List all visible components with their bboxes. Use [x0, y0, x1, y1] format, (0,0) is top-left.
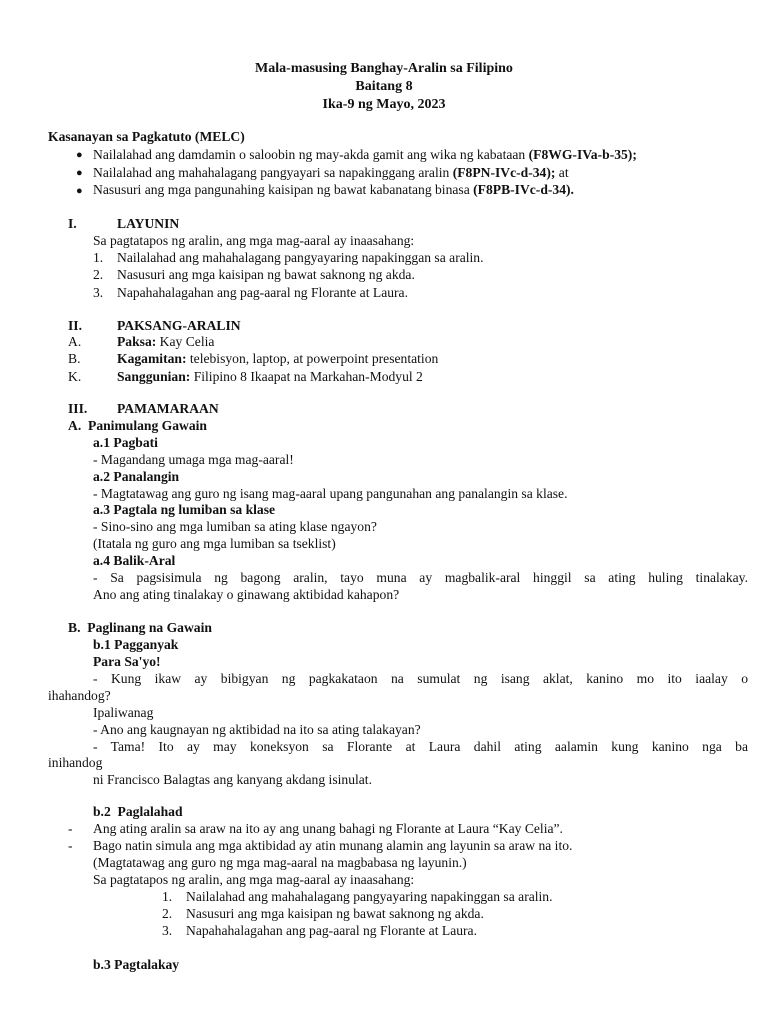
- b2-dash-item: Bago natin simula ang mga aktibidad ay atin munang alamin ang layunin sa araw na ito.: [93, 838, 573, 853]
- list-number: 1.: [162, 889, 173, 904]
- b1-subtitle: Para Sa'yo!: [93, 654, 161, 669]
- a4-text-line: Ano ang ating tinalakay o ginawang aktibidad kahapon?: [93, 587, 400, 602]
- row-value: Filipino 8 Ikaapat na Markahan-Modyul 2: [190, 369, 423, 384]
- list-letter: A.: [68, 334, 82, 349]
- list-letter: B.: [68, 351, 81, 366]
- b2-intro: Sa pagtatapos ng aralin, ang mga mag-aaral ay inaasahang:: [93, 872, 415, 887]
- dash-marker: -: [68, 821, 73, 836]
- grade-level: Baitang 8: [355, 79, 413, 94]
- b1-question-two: - Ano ang kaugnayan ng aktibidad na ito sa ating talakayan?: [93, 722, 421, 737]
- b1-answer-line: - Tama! Ito ay may koneksyon sa Florante at Laura dahil ating aalamin kung kanino nga ba: [93, 739, 748, 754]
- a3-title: a.3 Pagtala ng lumiban sa klase: [93, 502, 276, 517]
- melc-code: (F8PB-IVc-d-34).: [473, 182, 574, 197]
- b2-dash-item: Ang ating aralin sa araw na ito ay ang unang bahagi ng Florante at Laura “Kay Celia”.: [93, 821, 563, 836]
- objective-item: Nailalahad ang mahahalagang pangyayaring napakinggan sa aralin.: [117, 250, 484, 265]
- objective-item: Nailalahad ang mahahalagang pangyayaring napakinggan sa aralin.: [186, 889, 553, 904]
- objectives-intro: Sa pagtatapos ng aralin, ang mga mag-aaral ay inaasahang:: [93, 233, 415, 248]
- a1-title: a.1 Pagbati: [93, 435, 158, 450]
- row-label: Sanggunian:: [117, 369, 191, 384]
- objective-item: Napahahalagahan ang pag-aaral ng Florante at Laura.: [117, 285, 408, 300]
- section-numeral: I.: [68, 216, 77, 231]
- row-label: Kagamitan:: [117, 351, 187, 366]
- b2-note: (Magtatawag ang guro ng mga mag-aaral na magbabasa ng layunin.): [93, 855, 467, 870]
- lesson-date: Ika-9 ng Mayo, 2023: [322, 97, 446, 112]
- list-number: 2.: [162, 906, 173, 921]
- objective-item: Nasusuri ang mga kaisipan ng bawat saknong ng akda.: [117, 267, 415, 282]
- melc-code: (F8WG-IVa-b-35);: [528, 147, 637, 162]
- document-title: Mala-masusing Banghay-Aralin sa Filipino: [255, 61, 513, 76]
- topic-row: [117, 333, 214, 350]
- list-number: 2.: [93, 267, 104, 282]
- section-heading-paksa: PAKSANG-ARALIN: [117, 318, 241, 333]
- list-number: 3.: [93, 285, 104, 300]
- b1-answer-line: inihandog: [48, 755, 103, 770]
- objective-item: Napahahalagahan ang pag-aaral ng Florante at Laura.: [186, 923, 477, 938]
- reference-row: [117, 368, 423, 385]
- b1-instruction: Ipaliwanag: [93, 705, 154, 720]
- materials-row: [117, 350, 438, 367]
- b3-title: b.3 Pagtalakay: [93, 957, 180, 972]
- section-numeral: III.: [68, 401, 88, 416]
- melc-code: (F8PN-IVc-d-34);: [452, 165, 556, 180]
- b1-question-line: - Kung ikaw ay bibigyan ng pagkakataon na sumulat ng isang aklat, kanino mo ito iaalay o: [93, 671, 748, 686]
- melc-item: Nailalahad ang damdamin o saloobin ng may-akda gamit ang wika ng kabataan (F8WG-IVa-b-35);: [93, 147, 637, 162]
- a3-text: - Sino-sino ang mga lumiban sa ating klase ngayon?: [93, 519, 377, 534]
- a1-text: - Magandang umaga mga mag-aaral!: [93, 452, 294, 467]
- b1-answer-line: ni Francisco Balagtas ang kanyang akdang isinulat.: [93, 772, 372, 787]
- section-heading-pamamaraan: PAMAMARAAN: [117, 401, 219, 416]
- row-value: Kay Celia: [156, 334, 215, 349]
- objective-item: Nasusuri ang mga kaisipan ng bawat saknong ng akda.: [186, 906, 484, 921]
- melc-item: Nasusuri ang mga pangunahing kaisipan ng bawat kabanatang binasa (F8PB-IVc-d-34).: [93, 182, 574, 197]
- section-numeral: II.: [68, 318, 82, 333]
- list-letter: K.: [68, 369, 82, 384]
- b2-title: b.2 Paglalahad: [93, 804, 183, 819]
- a4-title: a.4 Balik-Aral: [93, 553, 176, 568]
- b1-question-line: ihahandog?: [48, 688, 111, 703]
- a2-text: - Magtatawag ang guro ng isang mag-aaral upang pangunahan ang panalangin sa klase.: [93, 486, 568, 501]
- subsection-b-heading: B. Paglinang na Gawain: [68, 620, 212, 635]
- row-label: Paksa:: [117, 334, 157, 349]
- melc-item: Nailalahad ang mahahalagang pangyayari sa napakinggang aralin (F8PN-IVc-d-34); at: [93, 165, 569, 180]
- section-heading-layunin: LAYUNIN: [117, 216, 180, 231]
- bullet-icon: ●: [76, 149, 83, 161]
- subsection-a-heading: A. Panimulang Gawain: [68, 418, 207, 433]
- list-number: 3.: [162, 923, 173, 938]
- a4-text-line: - Sa pagsisimula ng bagong aralin, tayo muna ay magbalik-aral hinggil sa ating huling tinalakay.: [93, 570, 748, 585]
- bullet-icon: ●: [76, 185, 83, 197]
- dash-marker: -: [68, 838, 73, 853]
- list-number: 1.: [93, 250, 104, 265]
- a2-title: a.2 Panalangin: [93, 469, 180, 484]
- a3-note: (Itatala ng guro ang mga lumiban sa tseklist): [93, 536, 336, 551]
- b1-title: b.1 Pagganyak: [93, 637, 179, 652]
- bullet-icon: ●: [76, 167, 83, 179]
- melc-heading: Kasanayan sa Pagkatuto (MELC): [48, 129, 245, 144]
- row-value: telebisyon, laptop, at powerpoint presentation: [186, 351, 439, 366]
